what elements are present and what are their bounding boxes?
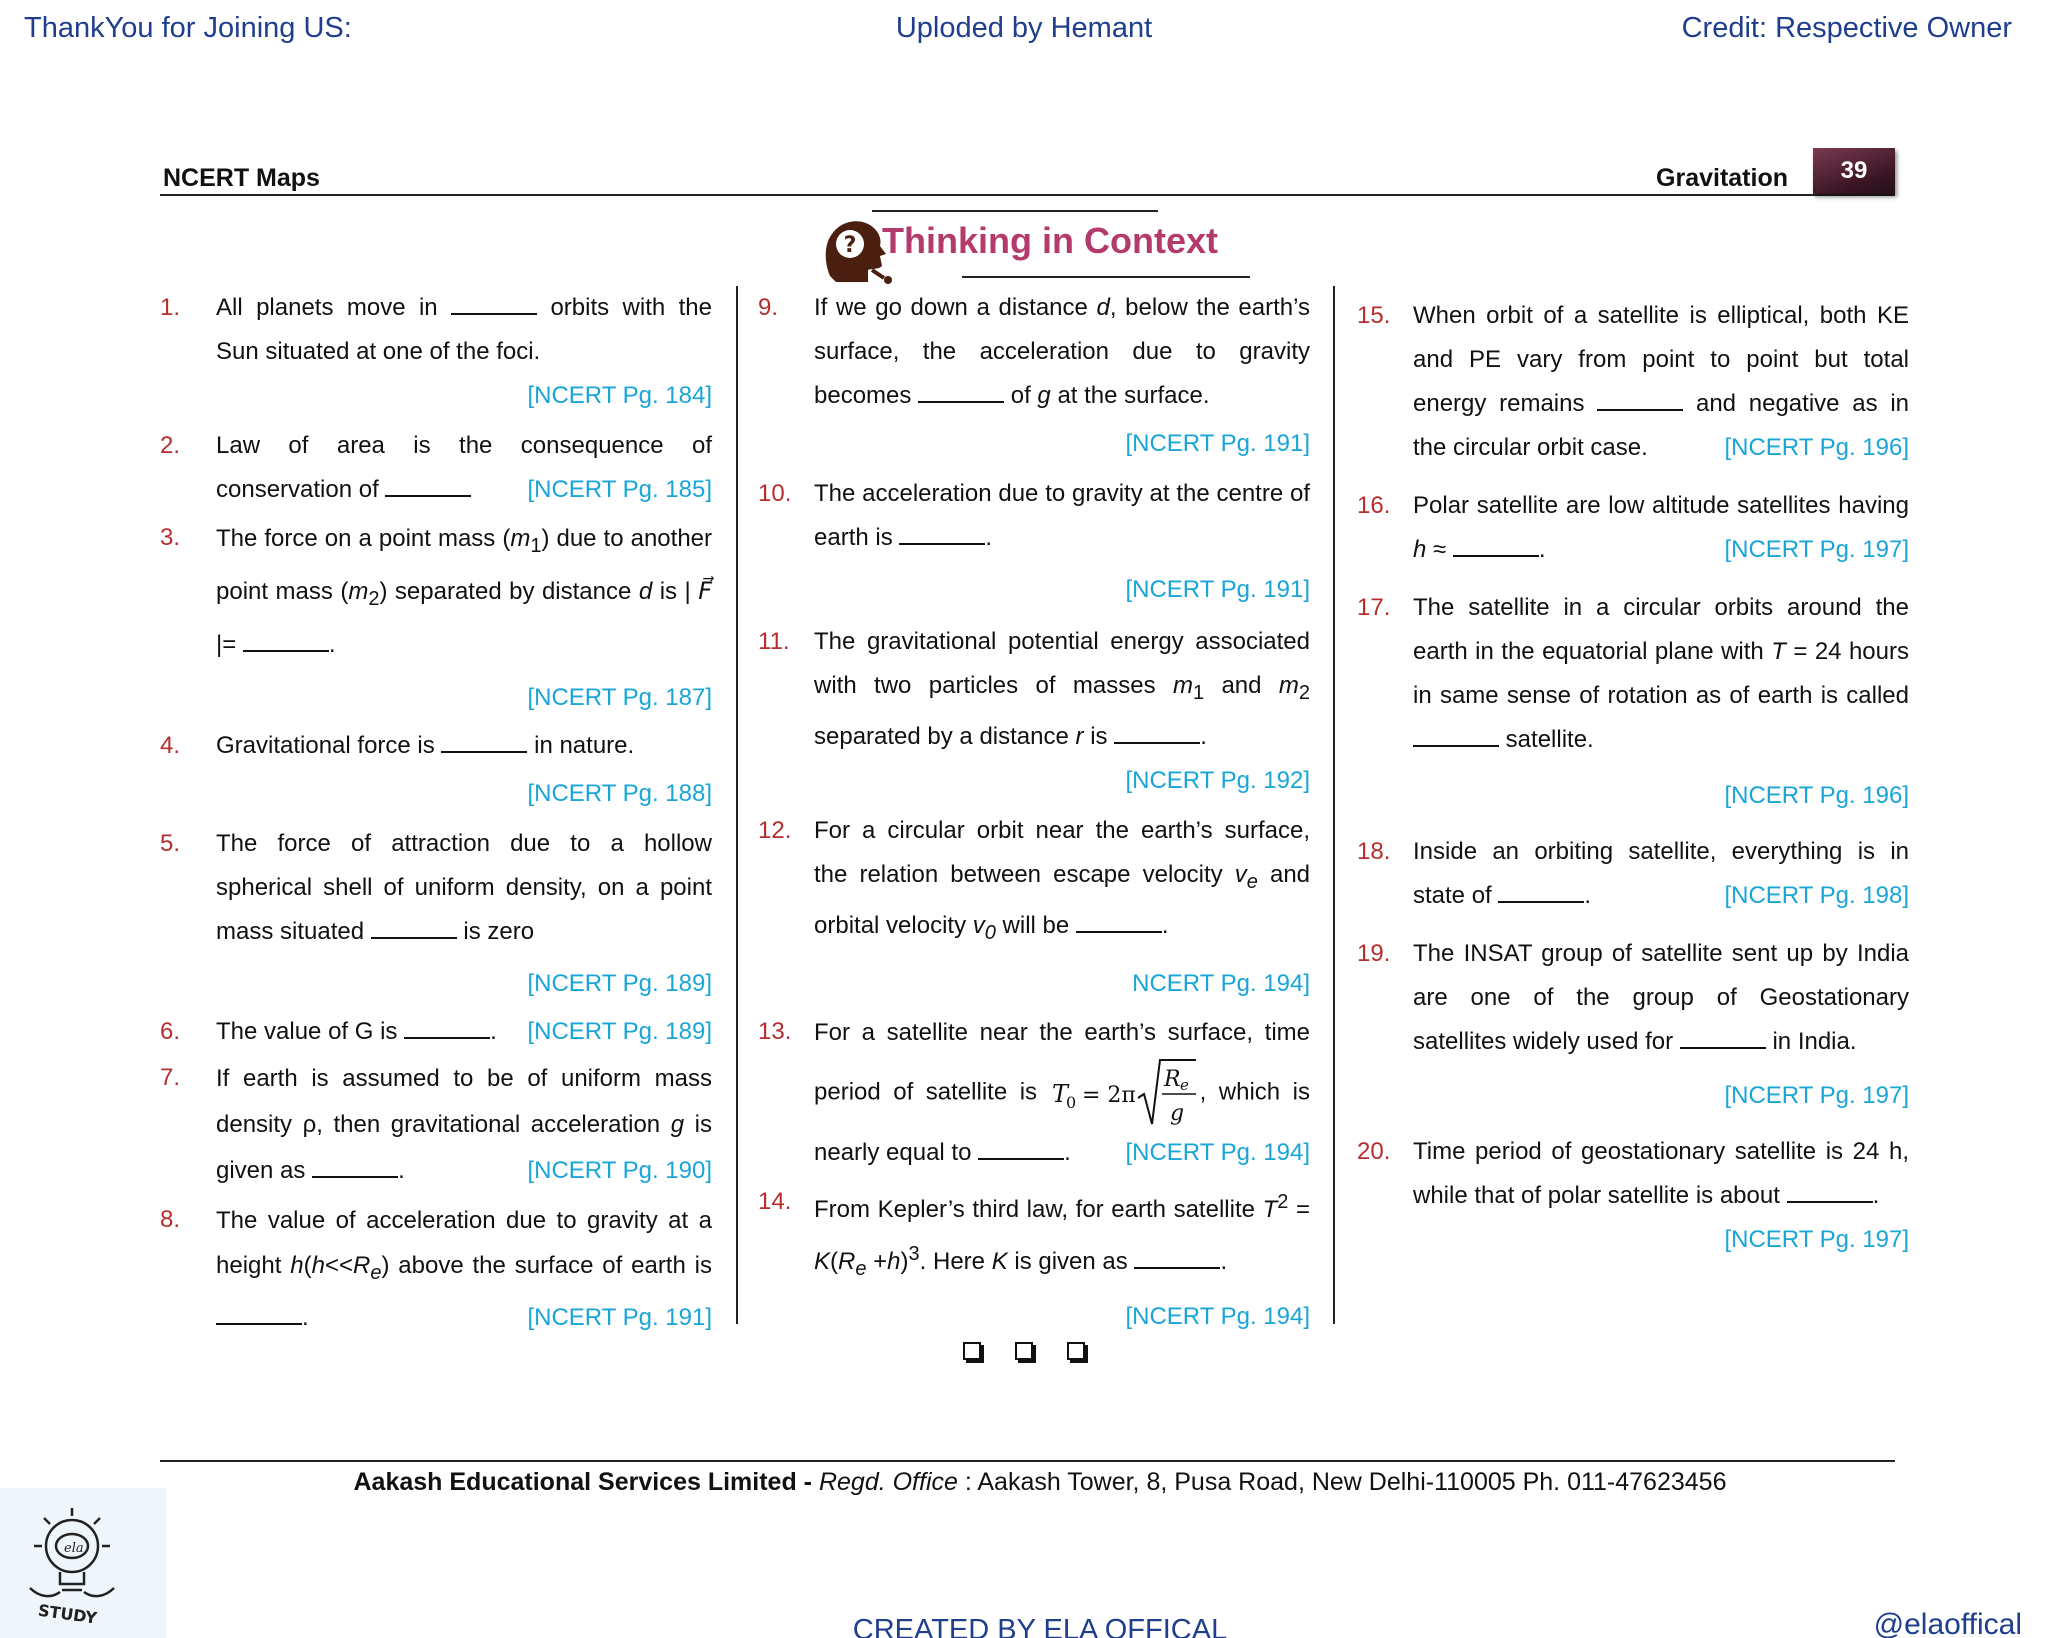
question-2: 2. Law of area is the consequence of conservation of [NCERT Pg. 185] (160, 424, 712, 512)
section-title-block (820, 206, 1240, 282)
svg-text:e: e (1179, 1076, 1189, 1095)
section-title: Thinking in Context (882, 220, 1218, 261)
svg-text:0: 0 (1065, 1093, 1076, 1113)
square-mark-icon (1015, 1342, 1033, 1360)
question-7: 7. If earth is assumed to be of uniform mass density ρ, then gravitational acceleration g is given as . [NCERT Pg. 190] (160, 1056, 712, 1194)
question-19-ref: [NCERT Pg. 197] (1724, 1082, 1909, 1109)
question-20-ref: [NCERT Pg. 197] (1724, 1226, 1909, 1253)
title-rule-top (872, 210, 1158, 212)
question-20: 20. Time period of geostationary satellite is 24 h, while that of polar satellite is about . [NCERT Pg. 197] (1357, 1130, 1909, 1218)
question-10-ref: [NCERT Pg. 191] (1125, 576, 1310, 603)
page-number-badge: 39 (1813, 148, 1895, 194)
title-rule-bottom (962, 276, 1250, 278)
question-4-ref: [NCERT Pg. 188] (527, 779, 712, 807)
question-1: 1. All planets move in orbits with the Sun situated at one of the foci. [NCERT Pg. 184] (160, 286, 712, 418)
question-9: 9. If we go down a distance d, below the earth’s surface, the acceleration due to gravity becomes of g at the surface. [NCERT Pg. 191] (758, 286, 1310, 466)
svg-text:= 2π: = 2π (1081, 1083, 1136, 1109)
banner-center: Uploded by Hemant (895, 12, 1153, 44)
svg-text:T: T (1051, 1080, 1068, 1109)
question-7-ref: [NCERT Pg. 190] (527, 1156, 712, 1184)
question-8-ref: [NCERT Pg. 191] (527, 1304, 712, 1332)
column-divider-2 (1333, 286, 1335, 1324)
page-header (160, 158, 1895, 196)
header-chapter-title: Gravitation (1656, 164, 1788, 192)
svg-text:g: g (1169, 1101, 1184, 1127)
question-16: 16. Polar satellite are low altitude satellites having h ≈ . [NCERT Pg. 197] (1357, 484, 1909, 572)
square-mark-icon (1067, 1342, 1085, 1360)
question-13-ref: [NCERT Pg. 194] (1125, 1139, 1310, 1167)
column-1 (160, 286, 712, 1340)
question-16-ref: [NCERT Pg. 197] (1724, 536, 1909, 563)
question-18-ref: [NCERT Pg. 198] (1724, 882, 1909, 909)
question-6-ref: [NCERT Pg. 189] (527, 1017, 712, 1045)
question-9-ref: [NCERT Pg. 191] (1125, 430, 1310, 457)
question-15: 15. When orbit of a satellite is elliptical, both KE and PE vary from point to point but total energy remains and negative as in the circular orbit case. [NCERT Pg. 196] (1357, 294, 1909, 470)
question-12: 12. For a circular orbit near the earth’s surface, the relation between escape velocity $v_e$ and orbital velocity $v_0$ will be . NCERT Pg. 194] (758, 809, 1310, 1007)
column-2 (758, 286, 1310, 1339)
footer-address: Aakash Educational Services Limited - Regd. Office : Aakash Tower, 8, Pusa Road, New Delhi-110005 Ph. 011-47623456 (353, 1468, 1727, 1496)
svg-text:?: ? (843, 233, 857, 258)
question-3: 3. The force on a point mass $(m_1)$ due to another point mass $(m_2)$ separated by distance d is | F⃗ |= . [NCERT Pg. 187] (160, 516, 712, 720)
question-17: 17. The satellite in a circular orbits around the earth in the equatorial plane with T = 24 hours in same sense of rotation as of earth is called satellite. [NCERT Pg. 196] (1357, 586, 1909, 818)
square-mark-icon (963, 1342, 981, 1360)
created-by-text: CREATED BY ELA OFFICAL (852, 1614, 1228, 1638)
question-2-ref: [NCERT Pg. 185] (527, 476, 712, 503)
header-book-title: NCERT Maps (163, 164, 320, 192)
end-of-section-marks (0, 1342, 2048, 1365)
question-3-ref: [NCERT Pg. 187] (527, 683, 712, 711)
question-11-ref: [NCERT Pg. 192] (1125, 766, 1310, 794)
question-10: 10. The acceleration due to gravity at the centre of earth is . [NCERT Pg. 191] (758, 472, 1310, 612)
question-4: 4. Gravitational force is in nature. [NCERT Pg. 188] (160, 724, 712, 816)
question-5: 5. The force of attraction due to a hollow spherical shell of uniform density, on a point mass situated is zero [NCERT Pg. 189] (160, 822, 712, 1006)
question-1-ref: [NCERT Pg. 184] (527, 382, 712, 409)
question-6: 6. The value of G is . [NCERT Pg. 189] (160, 1010, 712, 1054)
period-formula (1050, 1056, 1200, 1130)
banner-right: Credit: Respective Owner (1681, 12, 2012, 44)
column-3 (1357, 294, 1909, 1262)
question-5-ref: [NCERT Pg. 189] (527, 969, 712, 997)
question-14-ref: [NCERT Pg. 194] (1125, 1303, 1310, 1331)
banner-left: ThankYou for Joining US: (24, 12, 352, 44)
question-13: 13. For a satellite near the earth’s surface, time period of satellite is T 0 = 2π R e g , which is nearly equal to . [NCERT Pg. 194] (758, 1010, 1310, 1176)
footer-rule (160, 1460, 1895, 1462)
question-17-ref: [NCERT Pg. 196] (1724, 782, 1909, 809)
social-handle: @elaoffical (1873, 1608, 2022, 1638)
svg-text:STUDY: STUDY (36, 1600, 99, 1628)
question-18: 18. Inside an orbiting satellite, everything is in state of . [NCERT Pg. 198] (1357, 830, 1909, 918)
question-19: 19. The INSAT group of satellite sent up by India are one of the group of Geostationary satellites widely used for in India. [NCERT Pg. 197] (1357, 932, 1909, 1118)
svg-text:ela: ela (64, 1541, 84, 1556)
question-11: 11. The gravitational potential energy associated with two particles of masses $m_1$ and $m_2$ separated by a distance r is . [NCERT Pg. 192] (758, 620, 1310, 803)
svg-text:R: R (1163, 1067, 1181, 1093)
question-12-ref: NCERT Pg. 194] (1132, 970, 1310, 998)
top-banner (0, 12, 2048, 52)
question-15-ref: [NCERT Pg. 196] (1724, 434, 1909, 461)
column-divider-1 (736, 286, 738, 1324)
question-14: 14. From Kepler’s third law, for earth satellite $T^2 = K(R_e +h)^3$. Here K is given as . [NCERT Pg. 194] (758, 1180, 1310, 1339)
question-8: 8. The value of acceleration due to gravity at a height $h(h<<R_e)$ above the surface of earth is . [NCERT Pg. 191] (160, 1198, 712, 1341)
